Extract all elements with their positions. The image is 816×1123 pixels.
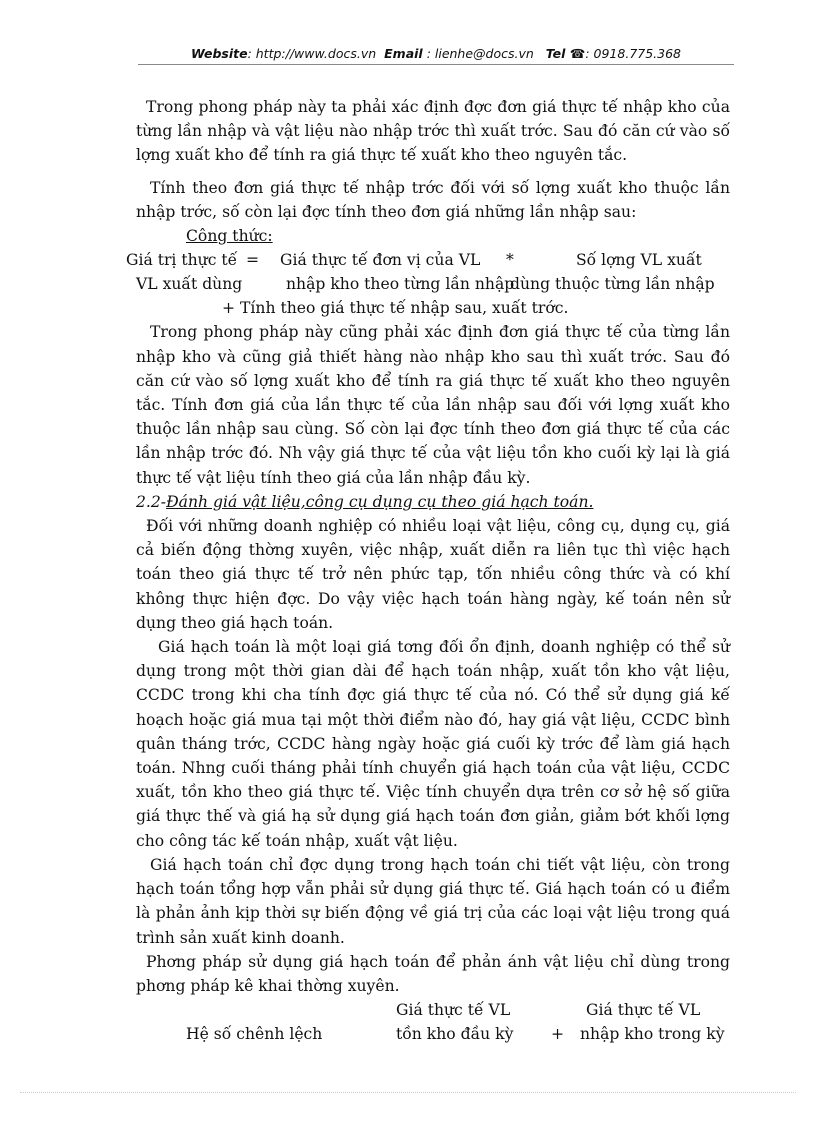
email-label: Email [384,46,423,61]
document-body [126,95,730,1046]
formula-term-d: VL xuất dùng [136,275,243,294]
section-heading [136,490,730,514]
paragraph-1: Trong phong pháp này ta phải xác định đợc đơn giá thực tế nhập kho của từng lần nhập và vật liệu nào nhập trớc thì xuất trớc. Sau đó căn cứ vào số lợng xuất kho để tính ra giá thực tế xuất kho theo nguyên tắc. [136,98,730,165]
paragraph-5: Đối với những doanh nghiệp có nhiều loại vật liệu, công cụ, dụng cụ, giá cả biến động thờng xuyên, việc nhập, xuất diễn ra liên tục thì việc hạch toán theo giá thực tế trở nên phức tạp, tốn nhiều công thức và có khí không thực hiện đợc. Do vậy việc hạch toán hàng ngày, kế toán nên sử dụng theo giá hạch toán. [136,517,730,632]
section-title: Đánh giá vật liệu,công cụ dụng cụ theo giá hạch toán. [166,492,594,511]
formula-actual-value [126,248,730,296]
formula-term-c: Số lợng VL xuất [576,251,702,270]
paragraph-4: Trong phong pháp này cũng phải xác định đơn giá thực tế của từng lần nhập kho và cũng giả thiết hàng nào nhập kho sau thì xuất trớc. Sau đó căn cứ vào số lợng xuất kho để tính ra giá thực tế xuất kho theo nguyên tắc. Tính đơn giá của lần thực tế của lần nhập sau đối với lợng xuất kho thuộc lần nhập sau cùng. Số còn lại đợc tính theo đơn giá thực tế của các lần nhập trớc đó. Nh vậy giá thực tế của vật liệu tồn kho cuối kỳ lại là giá thực tế vật liệu tính theo giá của lần nhập đầu kỳ. [136,323,730,487]
formula-title: Công thức: [186,227,273,246]
paragraph-7: Giá hạch toán chỉ đợc dụng trong hạch toán chi tiết vật liệu, còn trong hạch toán tổng hợp vẫn phải sử dụng giá thực tế. Giá hạch toán có u điểm là phản ảnh kịp thời sự biến động về giá trị của các loại vật liệu trong quá trình sản xuất kinh doanh. [136,855,730,947]
footer-divider [20,1092,796,1093]
formula-term-e: nhập kho theo từng lần nhập [286,275,515,294]
website-value[interactable]: : http://www.docs.vn [247,46,377,61]
formula2-term-e: nhập kho trong kỳ [580,1025,725,1044]
formula-term-f: dùng thuộc từng lần nhập [510,275,715,294]
email-value[interactable]: : lienhe@docs.vn [426,46,534,61]
tel-label: Tel ☎ [545,46,586,61]
paragraph-2: Tính theo đơn giá thực tế nhập trớc đối với số lợng xuất kho thuộc lần nhập trớc, số còn lại đợc tính theo đơn giá những lần nhập sau: [136,178,730,221]
paragraph-3: + Tính theo giá thực tế nhập sau, xuất trớc. [222,299,569,318]
formula2-term-a: Giá thực tế VL [396,1001,511,1020]
formula2-term-c: Hệ số chênh lệch [186,1025,323,1044]
formula2-term-d: tồn kho đầu kỳ [396,1025,514,1044]
website-label: Website [190,46,248,61]
tel-value: : 0918.775.368 [585,46,682,61]
page-header [138,46,734,65]
formula2-term-b: Giá thực tế VL [586,1001,701,1020]
formula-equals: = [246,251,260,270]
paragraph-6: Giá hạch toán là một loại giá tơng đối ổn định, doanh nghiệp có thể sử dụng trong một thời gian dài để hạch toán nhập, xuất tồn kho vật liệu, CCDC trong khi cha tính đợc giá thực tế của nó. Có thể sử dụng giá kế hoạch hoặc giá mua tại một thời điểm nào đó, hay giá vật liệu, CCDC bình quân tháng trớc, CCDC hàng ngày hoặc giá cuối kỳ trớc để làm giá hạch toán. Nhng cuối tháng phải tính chuyển giá hạch toán của vật liệu, CCDC xuất, tồn kho theo giá thực tế. Việc tính chuyển dựa trên cơ sở hệ số giữa giá thực thế và giá hạ sử dụng giá hạch toán đơn giản, giảm bớt khối lợng cho công tác kế toán nhập, xuất vật liệu. [136,638,730,850]
section-number: 2.2- [136,492,167,511]
formula-deviation-coefficient [136,998,730,1046]
formula-multiply: * [506,251,514,270]
paragraph-8: Phơng pháp sử dụng giá hạch toán để phản ánh vật liệu chỉ dùng trong phơng pháp kê khai thờng xuyên. [136,952,730,995]
formula-term-a: Giá trị thực tế [126,251,238,270]
formula-term-b: Giá thực tế đơn vị của VL [280,251,481,270]
formula2-plus: + [551,1025,565,1044]
